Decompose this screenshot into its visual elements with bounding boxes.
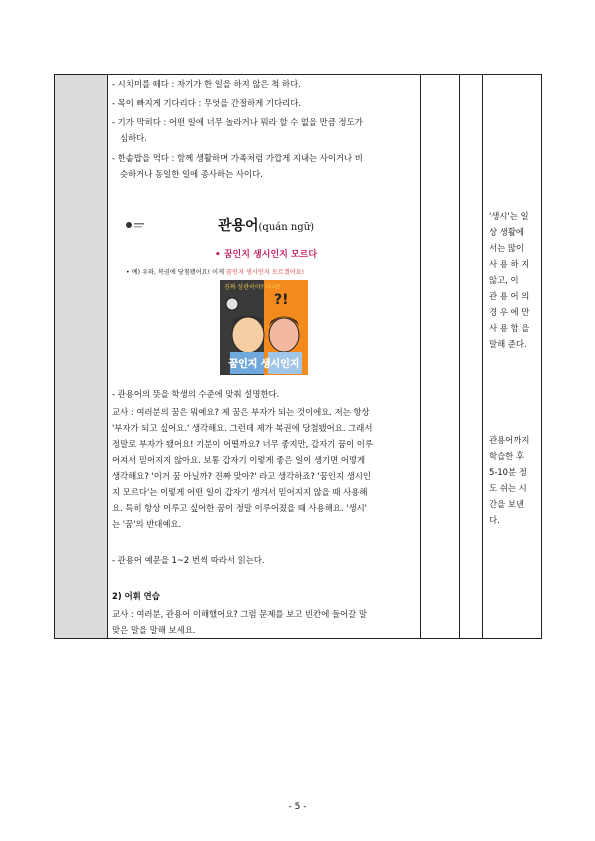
idiom-slide xyxy=(116,207,416,377)
body-line: '부자가 되고 싶어요.' 생각해요. 그런데 제가 복권에 당첨됐어요. 그래서 xyxy=(112,423,373,433)
body-line: 맞은 말을 말해 보세요. xyxy=(112,625,196,635)
section-heading: 2) 어휘 연습 xyxy=(112,591,160,601)
shaded-column xyxy=(55,75,108,639)
note-line: 사 용 하 지 xyxy=(489,259,530,269)
idiom-line: - 기가 막히다 : 어떤 일에 너무 놀라거나 뭐라 할 수 없을 만큼 정도가 xyxy=(112,117,363,127)
idiom-line: 심하다. xyxy=(120,133,147,143)
body-line: 요. 특히 항상 이루고 싶어한 꿈이 정말 이루어졌을 때 사용해요. '생시' xyxy=(112,503,367,513)
body-line: 지 모르다'는 이렇게 어떤 일이 갑자기 생겨서 믿어지지 않을 때 사용해 xyxy=(112,487,368,497)
note-line: 경 우 에 만 xyxy=(489,307,530,317)
empty-column-b xyxy=(460,75,483,639)
idiom-line: - 한솥밥을 먹다 : 함께 생활하며 가족처럼 가깝게 지내는 사이거나 비 xyxy=(112,153,363,163)
idiom-line: - 시치미를 떼다 : 자기가 한 일을 하지 않은 척 하다. xyxy=(112,79,301,89)
note-line: 도 쉬는 시 xyxy=(489,483,527,493)
picture-top-text: 진짜 상관이야? 다리? xyxy=(224,284,281,291)
cartoon-illustration xyxy=(220,280,308,375)
note-line: 다. xyxy=(489,515,500,525)
body-line: 생각해요? '이거 꿈 아닐까? 진짜 맞아?' 라고 생각하죠? '꿈인지 생시인 xyxy=(112,471,371,481)
lesson-content-cell xyxy=(108,75,421,639)
note-line: 사 용 함 을 xyxy=(489,323,530,333)
note-line: 간을 보낸 xyxy=(489,499,525,509)
empty-column-a xyxy=(421,75,460,639)
slide-subtitle: • 꿈인지 생시인지 모르다 xyxy=(214,250,318,260)
body-line: - 관용어의 뜻을 학생의 수준에 맞춰 설명한다. xyxy=(112,389,280,399)
slide-example: • 예) 우와, 복권에 당첨됐어요! 이게 꿈인지 생시인지 모르겠어요! xyxy=(126,269,305,276)
idiom-line: - 목이 빠지게 기다리다 : 무엇을 간절하게 기다리다. xyxy=(112,98,301,108)
svg-text:?!: ?! xyxy=(274,292,289,308)
page-number: - 5 - xyxy=(288,802,307,812)
note-line: 학습한 후 xyxy=(489,451,525,461)
idiom-line: 슷하거나 동일한 일에 종사하는 사이다. xyxy=(120,169,263,179)
body-line: 교사 : 여러분의 꿈은 뭐예요? 제 꿈은 부자가 되는 것이에요. 저는 항상 xyxy=(112,407,370,417)
body-line: 교사 : 여러분, 관용어 이해했어요? 그럼 문제를 보고 빈칸에 들어갈 말 xyxy=(112,609,367,619)
body-line: 는 '꿈'의 반대예요. xyxy=(112,519,182,529)
note-line: 상 생활에 xyxy=(489,227,525,237)
picture-caption: 꿈인지 생시인지 xyxy=(228,359,300,370)
lesson-table xyxy=(54,74,542,639)
notes-cell xyxy=(483,75,542,639)
slide-title: 관용어(quán ngữ) xyxy=(217,218,315,234)
note-line: 서는 많이 xyxy=(489,243,525,253)
body-line: 정말로 부자가 됐어요! 기분이 어떨까요? 너무 좋지만, 갑자기 꿈이 이루 xyxy=(112,439,373,449)
note-line: 5-10분 정 xyxy=(489,467,527,477)
note-line: '생시'는 일 xyxy=(489,211,529,221)
note-line: 말해 준다. xyxy=(489,339,527,349)
body-line: 어져서 믿어지지 않아요. 보통 갑자기 이렇게 좋은 일이 생기면 어떻게 xyxy=(112,455,366,465)
body-line: - 관용어 예문을 1~2 번씩 따라서 읽는다. xyxy=(112,555,265,565)
note-line: 관용어까지 xyxy=(489,435,530,445)
note-line: 관 용 어 의 xyxy=(489,291,530,301)
note-line: 않고, 이 xyxy=(489,275,519,285)
